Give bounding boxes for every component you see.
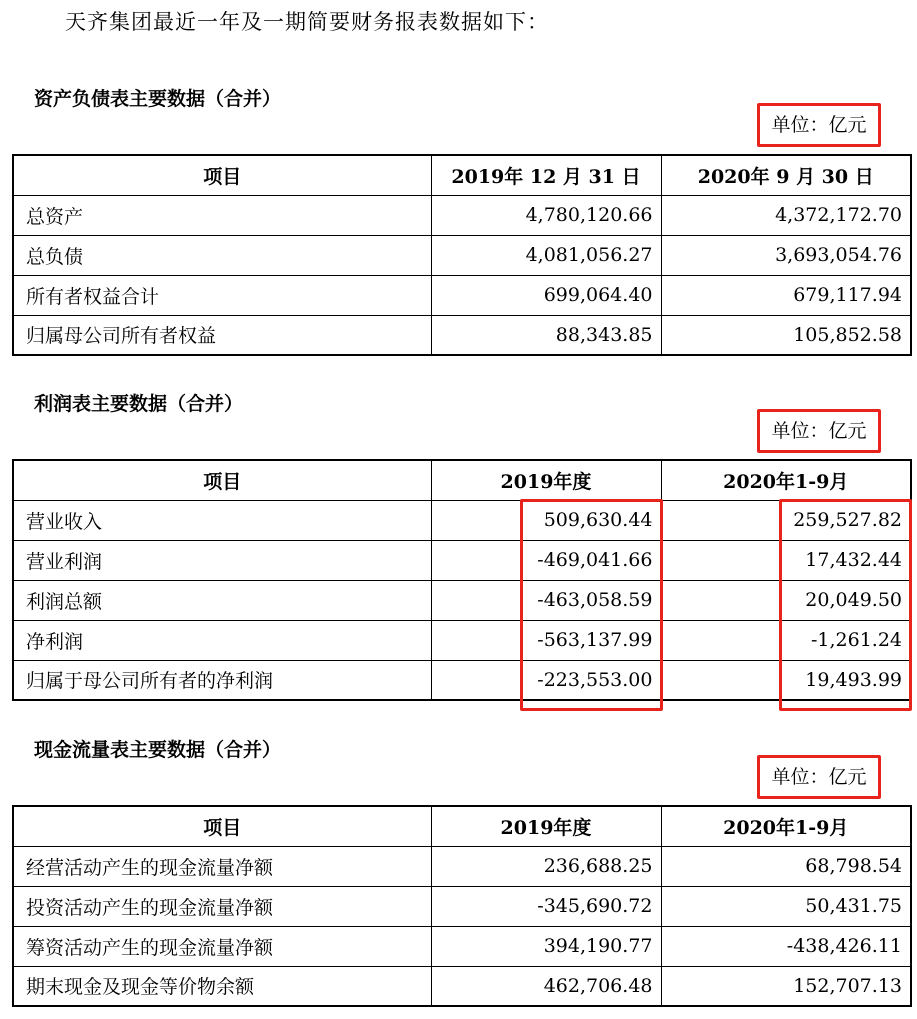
row-label: 总负债 [13, 235, 431, 275]
income-statement-table [12, 459, 912, 701]
table-row [13, 315, 911, 355]
column-header-period-1: 2019年度 [431, 460, 661, 500]
row-label: 投资活动产生的现金流量净额 [13, 886, 431, 926]
intro-text: 天齐集团最近一年及一期简要财务报表数据如下： [65, 10, 549, 34]
row-value: 259,527.82 [661, 500, 911, 540]
row-value: 679,117.94 [661, 275, 911, 315]
table-row [13, 275, 911, 315]
row-label: 筹资活动产生的现金流量净额 [13, 926, 431, 966]
row-value: 4,372,172.70 [661, 195, 911, 235]
row-label: 归属母公司所有者权益 [13, 315, 431, 355]
row-value: 19,493.99 [661, 660, 911, 700]
column-header-item: 项目 [13, 155, 431, 195]
table-row [13, 540, 911, 580]
row-label: 营业利润 [13, 540, 431, 580]
row-value: -223,553.00 [431, 660, 661, 700]
income-unit-label: 单位：亿元 [757, 409, 881, 453]
row-value: 152,707.13 [661, 966, 911, 1006]
table-row [13, 660, 911, 700]
balance-sheet-table [12, 154, 912, 356]
table-row [13, 926, 911, 966]
table-row [13, 846, 911, 886]
table-row [13, 580, 911, 620]
row-value: 3,693,054.76 [661, 235, 911, 275]
table-row [13, 966, 911, 1006]
column-header-period-1: 2019年度 [431, 806, 661, 846]
row-value: 4,081,056.27 [431, 235, 661, 275]
row-value: 4,780,120.66 [431, 195, 661, 235]
column-header-period-2: 2020年1-9月 [661, 806, 911, 846]
row-value: 88,343.85 [431, 315, 661, 355]
row-label: 归属于母公司所有者的净利润 [13, 660, 431, 700]
balance-sheet-title: 资产负债表主要数据（合并） [34, 88, 282, 110]
column-header-item: 项目 [13, 806, 431, 846]
column-header-period-2: 2020年1-9月 [661, 460, 911, 500]
cashflow-unit-label: 单位：亿元 [757, 755, 881, 799]
table-header-row [13, 806, 911, 846]
column-header-item: 项目 [13, 460, 431, 500]
income-statement-title: 利润表主要数据（合并） [34, 393, 244, 415]
row-value: 699,064.40 [431, 275, 661, 315]
row-label: 营业收入 [13, 500, 431, 540]
table-row [13, 500, 911, 540]
row-value: 68,798.54 [661, 846, 911, 886]
column-header-period-1: 2019年 12 月 31 日 [431, 155, 661, 195]
row-value: -563,137.99 [431, 620, 661, 660]
row-value: -463,058.59 [431, 580, 661, 620]
row-value: 17,432.44 [661, 540, 911, 580]
row-label: 经营活动产生的现金流量净额 [13, 846, 431, 886]
row-value: 105,852.58 [661, 315, 911, 355]
row-label: 净利润 [13, 620, 431, 660]
row-label: 利润总额 [13, 580, 431, 620]
row-value: -469,041.66 [431, 540, 661, 580]
table-row [13, 235, 911, 275]
row-value: -438,426.11 [661, 926, 911, 966]
row-value: -1,261.24 [661, 620, 911, 660]
row-value: 20,049.50 [661, 580, 911, 620]
row-value: 509,630.44 [431, 500, 661, 540]
table-row [13, 886, 911, 926]
table-header-row [13, 155, 911, 195]
cashflow-statement-title: 现金流量表主要数据（合并） [34, 739, 282, 761]
row-value: -345,690.72 [431, 886, 661, 926]
row-label: 所有者权益合计 [13, 275, 431, 315]
balance-unit-label: 单位：亿元 [757, 103, 881, 147]
cashflow-statement-table [12, 805, 912, 1007]
row-value: 462,706.48 [431, 966, 661, 1006]
table-row [13, 195, 911, 235]
row-value: 50,431.75 [661, 886, 911, 926]
table-row [13, 620, 911, 660]
row-label: 总资产 [13, 195, 431, 235]
row-value: 394,190.77 [431, 926, 661, 966]
row-label: 期末现金及现金等价物余额 [13, 966, 431, 1006]
column-header-period-2: 2020年 9 月 30 日 [661, 155, 911, 195]
row-value: 236,688.25 [431, 846, 661, 886]
table-header-row [13, 460, 911, 500]
